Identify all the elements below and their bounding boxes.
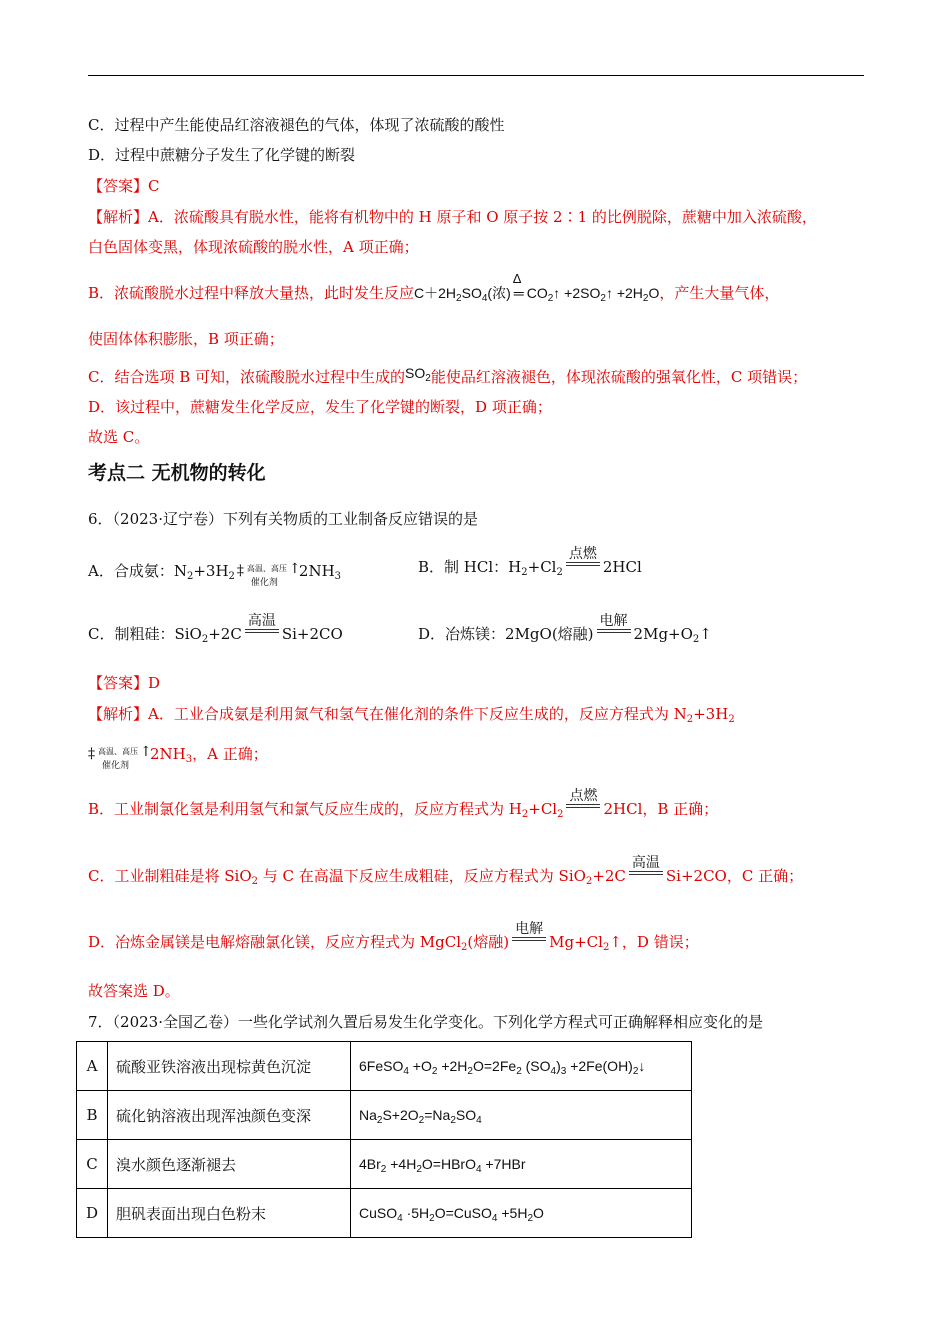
- q6-explanation-a-cont: ‡ 高温、高压 催化剂 ↑ $2NH_3$，A 正确；: [88, 740, 268, 770]
- q6-option-d: D．冶炼镁：2MgO(熔融) 电解 $2Mg+O_2↑$: [418, 613, 712, 645]
- q5-option-d: D．过程中蔗糖分子发生了化学键的断裂: [88, 146, 356, 164]
- q7-options-table: [76, 1041, 692, 1238]
- q6-option-b-label: B．制 HCl：: [418, 558, 509, 576]
- q6-option-d-label: D．冶炼镁：: [418, 625, 506, 643]
- heat-condition: Δ: [512, 271, 522, 286]
- q5-option-c: C．过程中产生能使品红溶液褪色的气体，体现了浓硫酸的酸性: [88, 116, 505, 134]
- q5-answer: 【答案】C: [88, 177, 160, 195]
- q6-option-c: C．制粗硅：SiO$_2$+2C 高温 Si+2CO: [88, 613, 343, 645]
- catalyst-condition: ‡ 高温、高压 催化剂 ↑: [237, 557, 297, 587]
- q6-explanation-c-text: C．工业制粗硅是将 SiO: [88, 867, 252, 885]
- q5-explanation-b-cont: 使固体体积膨胀，B 项正确；: [88, 330, 284, 348]
- q5-explanation-d: D．该过程中，蔗糖发生化学反应，发生了化学键的断裂，D 项正确；: [88, 398, 552, 416]
- table-row: D 胆矾表面出现白色粉末 CuSO$_4$ $\cdot 5H_2O=CuSO_4 +5H_2O$: [77, 1189, 692, 1238]
- q6-explanation-d: D．冶炼金属镁是电解熔融氯化镁，反应方程式为 MgCl$_2$(熔融) 电解 $Mg+Cl_2↑$，D 错误；: [88, 921, 699, 953]
- q6-explanation-c: C．工业制粗硅是将 SiO$_2$ 与 C 在高温下反应生成粗硅，反应方程式为 SiO$_2$+2C 高温 Si+2CO，C 正确；: [88, 855, 804, 887]
- q5-explanation-b: [88, 271, 780, 304]
- table-row: B 硫化钠溶液出现浑浊颜色变深 $Na_2S+2O_2=Na_2SO_4$: [77, 1091, 692, 1140]
- q6-option-a-label: A．合成氨：: [88, 562, 174, 580]
- equation-d: CuSO$_4$ $\cdot 5H_2O=CuSO_4 +5H_2O$: [351, 1189, 692, 1238]
- q6-explanation-b-text: B．工业制氯化氢是利用氢气和氯气反应生成的，反应方程式为 H: [88, 800, 522, 818]
- table-row: A 硫酸亚铁溶液出现棕黄色沉淀 6FeSO$_4$ $+O_2 +2H_2O=2Fe_2$ $(SO_4)_3$ $+2Fe(OH)_2↓$: [77, 1042, 692, 1091]
- section-title: 考点二 无机物的转化: [88, 462, 266, 484]
- equation-c: $4Br_2$ $+4H_2O=HBrO_4 +7HBr$: [351, 1140, 692, 1189]
- q7-stem: 7．（2023·全国乙卷）一些化学试剂久置后易发生化学变化。下列化学方程式可正确解释相应变化的是: [88, 1013, 763, 1031]
- q6-explanation-a-text: 【解析】A．工业合成氨是利用氮气和氢气在催化剂的条件下反应生成的，反应方程式为 N: [88, 705, 687, 723]
- q6-option-a: A．合成氨：$N_2+3H_2$ ‡ 高温、高压 催化剂 ↑ $2NH_3$: [88, 557, 341, 587]
- q5-explanation-c: [88, 363, 807, 387]
- q6-answer: 【答案】D: [88, 674, 161, 692]
- catalyst-top: 高温、高压: [246, 564, 287, 573]
- so2-formula: $SO_2$: [405, 365, 431, 384]
- equation-b: $Na_2S+2O_2=Na_2SO_4$: [351, 1091, 692, 1140]
- q5-explanation-a: 【解析】A．浓硫酸具有脱水性，能将有机物中的 H 原子和 O 原子按 2∶1 的比例脱除，蔗糖中加入浓硫酸，: [88, 208, 817, 226]
- q5-equation-b: $C+2H_2SO_4$(浓) Δ ═ $CO_2↑$ $+2SO_2↑ +2H_2O$: [414, 271, 660, 304]
- equation-a: 6FeSO$_4$ $+O_2 +2H_2O=2Fe_2$ $(SO_4)_3$ $+2Fe(OH)_2↓$: [351, 1042, 692, 1091]
- q5-explanation-c-text: C．结合选项 B 可知，浓硫酸脱水过程中生成的: [88, 368, 406, 386]
- catalyst-bottom: 催化剂: [250, 578, 278, 588]
- table-row: C 溴水颜色逐渐褪去 $4Br_2$ $+4H_2O=HBrO_4 +7HBr$: [77, 1140, 692, 1189]
- q5-explanation-b-tail: ，产生大量气体，: [659, 284, 780, 302]
- q5-explanation-a-cont: 白色固体变黑，体现浓硫酸的脱水性，A 项正确；: [88, 238, 419, 256]
- q5-explanation-b-text: B．浓硫酸脱水过程中释放大量热，此时发生反应: [88, 284, 415, 302]
- q6-option-b: B．制 HCl：$H_2+Cl_2$ 点燃 2HCl: [418, 546, 642, 578]
- q6-conclusion: 故答案选 D。: [88, 982, 180, 1000]
- q6-option-c-label: C．制粗硅：: [88, 625, 175, 643]
- header-rule: [88, 75, 864, 76]
- catalyst-condition-exp: ‡ 高温、高压 催化剂 ↑: [88, 744, 152, 771]
- q6-stem: 6．（2023·辽宁卷）下列有关物质的工业制备反应错误的是: [88, 510, 478, 528]
- q6-explanation-a: 【解析】A．工业合成氨是利用氮气和氢气在催化剂的条件下反应生成的，反应方程式为 $N_2+3H_2$: [88, 705, 735, 725]
- q6-explanation-b: B．工业制氯化氢是利用氢气和氯气反应生成的，反应方程式为 $H_2+Cl_2$ 点燃 2HCl，B 正确；: [88, 788, 719, 820]
- q6-explanation-d-text: D．冶炼金属镁是电解熔融氯化镁，反应方程式为 MgCl: [88, 933, 462, 951]
- q5-conclusion: 故选 C。: [88, 428, 150, 446]
- q5-explanation-c-tail: 能使品红溶液褪色，体现浓硫酸的强氧化性，C 项错误；: [430, 368, 808, 386]
